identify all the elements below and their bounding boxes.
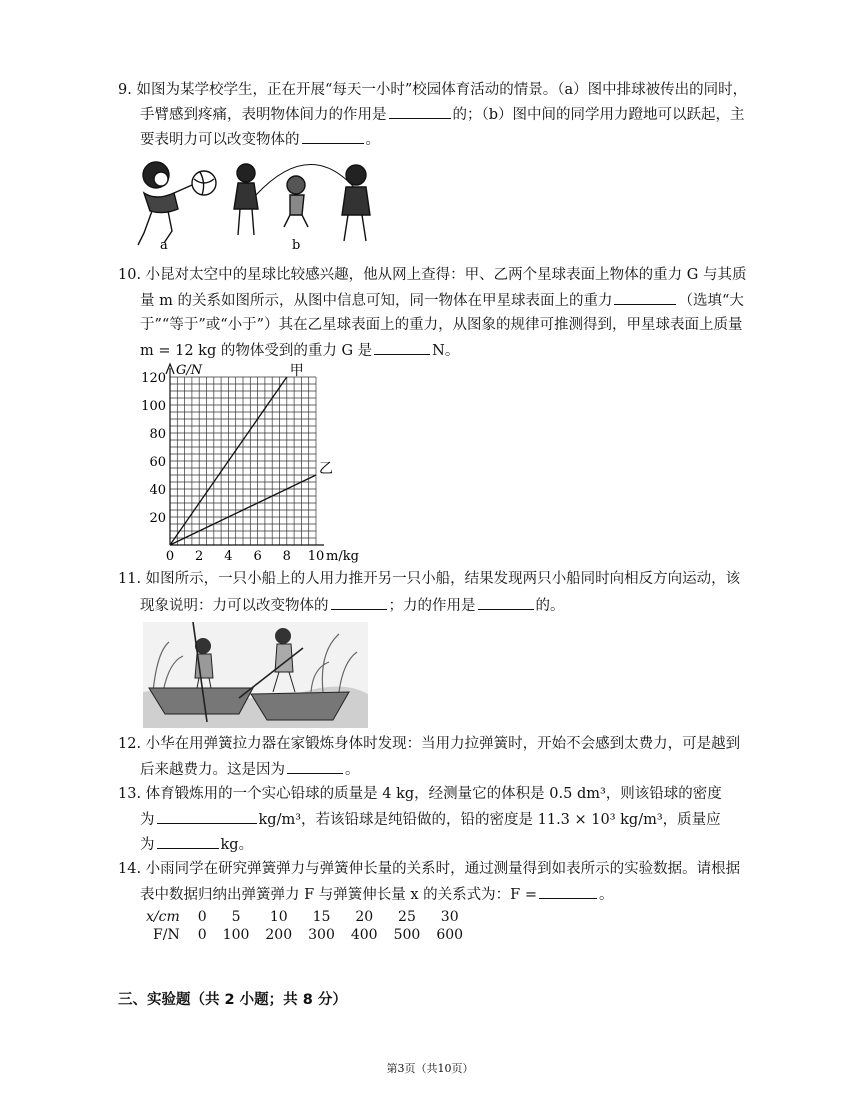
q13-line3 [140, 833, 253, 857]
q9-line1: 9. 如图为某学校学生，正在开展“每天一小时”校园体育活动的情景。（a）图中排球被传出的同时， [118, 82, 748, 98]
y-tick-label: 80 [149, 427, 166, 442]
table-cell: 100 [222, 927, 250, 943]
q12-line1: 12. 小华在用弹簧拉力器在家锻炼身体时发现：当用力拉弹簧时，开始不会感到太费力，可是越到 [118, 736, 741, 752]
y-axis-label: G/N [176, 363, 203, 378]
q9-text-b: 的；（b）图中间的同学用力蹬地可以跃起，主 [452, 107, 745, 123]
table-cell: 500 [393, 927, 421, 943]
q10-text-d: N。 [432, 343, 460, 359]
q14-line1: 14. 小雨同学在研究弹簧弹力与弹簧伸长量的关系时，通过测量得到如表所示的实验数据。请根据 [118, 861, 741, 877]
q9-text-c: 要表明力可以改变物体的 [140, 132, 300, 148]
q13-text-a: 为 [140, 812, 155, 828]
q11-blank-2[interactable] [478, 594, 534, 610]
q11-line2 [140, 594, 565, 618]
q10-blank-2[interactable] [374, 339, 430, 355]
table-cell: 600 [436, 927, 464, 943]
q13-line2 [140, 808, 721, 832]
q12-line2 [140, 758, 360, 782]
q11-blank-1[interactable] [331, 594, 387, 610]
q10-text-b: （选填“大 [678, 293, 744, 309]
series-label: 乙 [319, 461, 333, 477]
q12-text-b: 。 [345, 762, 360, 778]
x-tick-label: 4 [224, 549, 233, 564]
q14-text-a: 表中数据归纳出弹簧弹力 F 与弹簧伸长量 x 的关系式为：F = [140, 887, 537, 903]
q10-line3: 于”“等于”或“小于”）其在乙星球表面上的重力，从图象的规律可推测得到，甲星球表面上质量 [140, 317, 743, 333]
chart-grid [170, 377, 316, 545]
section-title: 三、实验题（共 2 小题；共 8 分） [118, 992, 347, 1008]
q10-text-c: m = 12 kg 的物体受到的重力 G 是 [140, 343, 373, 359]
q10-blank-1[interactable] [614, 289, 676, 305]
q12-text-a: 后来越费力。这是因为 [140, 762, 285, 778]
q9-line3 [140, 128, 380, 152]
table-row [138, 926, 471, 944]
q13-text-d: kg。 [220, 837, 254, 853]
q9-sports-illustration [134, 153, 384, 253]
table-cell: 5 [231, 909, 241, 925]
x-tick-label: 0 [165, 549, 175, 564]
q10-text-a: 量 m 的关系如图所示，从图中信息可知，同一物体在甲星球表面上的重力 [140, 293, 613, 309]
q9-blank-1[interactable] [389, 103, 451, 119]
q11-text-c: 的。 [535, 598, 565, 614]
table-cell: 200 [265, 927, 293, 943]
row-header: x/cm [146, 909, 180, 925]
table-cell: 0 [197, 909, 207, 925]
q12-blank[interactable] [287, 758, 343, 774]
q11-line1: 11. 如图所示，一只小船上的人用力推开另一只小船，结果发现两只小船同时向相反方向运动，该 [118, 571, 741, 587]
q14-blank[interactable] [539, 883, 597, 899]
series-label: 甲 [289, 363, 304, 379]
page-footer: 第3页（共10页） [386, 1062, 474, 1075]
boats-illustration [143, 622, 368, 728]
x-axis-label: m/kg [326, 549, 359, 564]
label-a: a [160, 238, 168, 253]
g-m-chart [140, 360, 370, 565]
q13-blank-1[interactable] [157, 808, 257, 824]
q14-text-b: 。 [599, 887, 614, 903]
q14-line2 [140, 883, 614, 907]
table-cell: 20 [355, 909, 374, 925]
q9-blank-2[interactable] [302, 128, 364, 144]
table-cell: 15 [312, 909, 331, 925]
x-tick-label: 2 [195, 549, 204, 564]
q10-line2 [140, 289, 744, 313]
y-tick-label: 20 [149, 511, 166, 526]
q9-line2 [140, 103, 745, 127]
x-tick-label: 8 [282, 549, 291, 564]
y-tick-label: 60 [149, 455, 166, 470]
q9-text-a: 手臂感到疼痛，表明物体间力的作用是 [140, 107, 387, 123]
q11-text-a: 现象说明：力可以改变物体的 [140, 598, 329, 614]
q13-text-b: kg/m³，若该铅球是纯铅做的，铅的密度是 11.3 × 10³ kg/m³，质量应 [258, 812, 721, 828]
x-tick-label: 10 [307, 549, 325, 564]
table-cell: 25 [398, 909, 416, 925]
table-cell: 30 [440, 909, 459, 925]
table-cell: 0 [197, 927, 207, 943]
label-b: b [292, 238, 301, 253]
table-cell: 400 [350, 927, 378, 943]
q9-text-d: 。 [365, 132, 380, 148]
q13-line1: 13. 体育锻炼用的一个实心铅球的质量是 4 kg，经测量它的体积是 0.5 dm³，则该铅球的密度 [118, 786, 722, 802]
q14-data-table [138, 908, 471, 944]
q11-text-b: ；力的作用是 [388, 598, 476, 614]
y-tick-label: 40 [149, 483, 166, 498]
y-tick-label: 100 [141, 399, 166, 414]
table-row [138, 908, 471, 926]
q13-text-c: 为 [140, 837, 155, 853]
table-cell: 300 [308, 927, 335, 943]
table-cell: 10 [269, 909, 288, 925]
y-tick-label: 120 [141, 371, 166, 386]
q13-blank-2[interactable] [157, 833, 219, 849]
row-header: F/N [153, 927, 180, 943]
x-tick-label: 6 [253, 549, 262, 564]
q10-line1: 10. 小昆对太空中的星球比较感兴趣，他从网上查得：甲、乙两个星球表面上物体的重力 G 与其质 [118, 267, 747, 283]
